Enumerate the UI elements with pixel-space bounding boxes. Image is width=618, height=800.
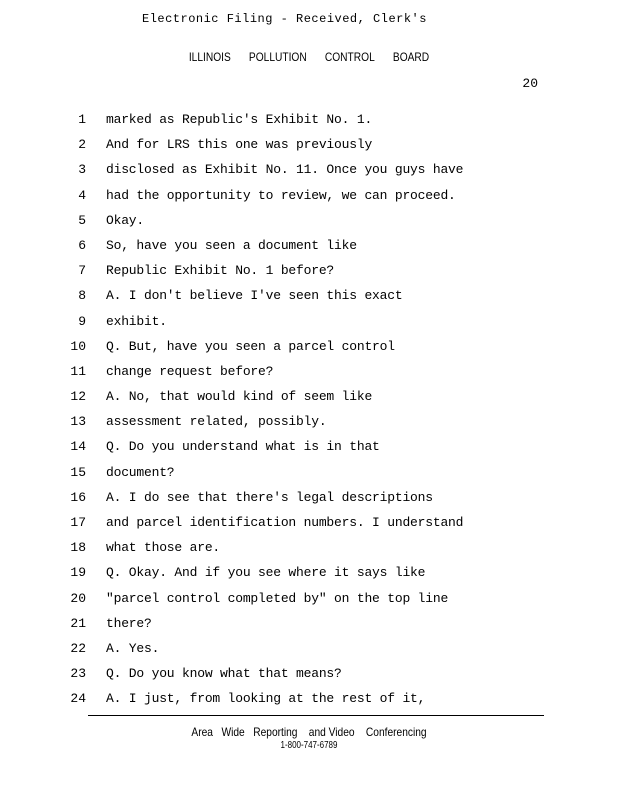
line-number: 22 [70, 640, 86, 656]
board-title-word: BOARD [392, 50, 430, 64]
line-number: 17 [70, 515, 86, 530]
line-text: there? [106, 615, 152, 631]
company-word: Conferencing [365, 725, 427, 739]
line-number: 4 [78, 187, 86, 203]
transcript-line [60, 691, 540, 716]
line-number: 11 [70, 363, 86, 379]
line-text: change request before? [106, 363, 274, 379]
company-word: Area [191, 725, 213, 739]
board-title [46, 50, 571, 64]
transcript-lines [60, 112, 540, 717]
transcript-line [60, 490, 540, 515]
board-title-word: ILLINOIS [188, 50, 231, 64]
line-text: Q. Do you understand what is in that [106, 439, 380, 455]
transcript-line [60, 339, 540, 364]
line-number: 16 [70, 489, 86, 505]
transcript-line [60, 591, 540, 616]
company-word: Reporting [253, 725, 298, 739]
line-number: 19 [70, 565, 86, 581]
line-number: 2 [78, 137, 86, 153]
transcript-line [60, 188, 540, 213]
line-text: Republic Exhibit No. 1 before? [106, 263, 335, 279]
line-text: Q. Okay. And if you see where it says like [106, 565, 426, 581]
company-word: Wide [221, 725, 245, 739]
transcript-line [60, 616, 540, 641]
line-text: So, have you seen a document like [106, 237, 357, 253]
transcript-line [60, 414, 540, 439]
line-number: 23 [70, 666, 86, 682]
line-number: 13 [70, 414, 86, 430]
transcript-line [60, 112, 540, 137]
transcript-line [60, 515, 540, 540]
footer-divider [88, 715, 544, 716]
line-text: Q. Do you know what that means? [106, 666, 342, 682]
line-text: A. I just, from looking at the rest of it, [106, 691, 426, 707]
line-text: had the opportunity to review, we can proceed. [106, 187, 456, 203]
board-title-word: CONTROL [324, 50, 375, 64]
line-number: 14 [70, 439, 86, 455]
line-number: 7 [78, 263, 86, 279]
line-number: 20 [70, 590, 86, 606]
transcript-line [60, 288, 540, 313]
footer [0, 725, 618, 753]
line-text: what those are. [106, 540, 221, 556]
line-number: 6 [78, 237, 86, 253]
line-number: 9 [78, 313, 86, 329]
transcript-line [60, 263, 540, 288]
line-number: 10 [70, 338, 86, 354]
line-text: assessment related, possibly. [106, 414, 327, 430]
line-text: document? [106, 464, 175, 480]
line-number: 5 [78, 212, 86, 228]
phone-number: 1-800-747-6789 [280, 740, 338, 751]
line-text: A. I don't believe I've seen this exact [106, 288, 403, 304]
transcript-line [60, 389, 540, 414]
filing-stamp: Electronic Filing - Received, Clerk's [142, 12, 427, 26]
transcript-line [60, 465, 540, 490]
line-text: Q. But, have you seen a parcel control [106, 338, 395, 354]
page-number: 20 [522, 76, 538, 91]
transcript-line [60, 314, 540, 339]
line-text: A. No, that would kind of seem like [106, 389, 373, 405]
transcript-line [60, 540, 540, 565]
board-title-word: POLLUTION [248, 50, 307, 64]
transcript-line [60, 162, 540, 187]
line-text: And for LRS this one was previously [106, 137, 373, 153]
line-text: Okay. [106, 212, 145, 228]
line-number: 18 [70, 540, 86, 556]
line-number: 15 [70, 464, 86, 480]
transcript-line [60, 213, 540, 238]
line-number: 24 [70, 691, 86, 707]
line-text: marked as Republic's Exhibit No. 1. [106, 112, 373, 127]
line-number: 12 [70, 389, 86, 405]
line-text: and parcel identification numbers. I understand [106, 515, 464, 530]
transcript-line [60, 565, 540, 590]
transcript-line [60, 137, 540, 162]
transcript-line [60, 238, 540, 263]
company-word: and Video [308, 725, 355, 739]
line-text: disclosed as Exhibit No. 11. Once you guys have [106, 162, 464, 178]
reporting-company [46, 725, 571, 739]
line-text: exhibit. [106, 313, 167, 329]
line-text: A. Yes. [106, 640, 160, 656]
line-text: A. I do see that there's legal descriptions [106, 489, 433, 505]
transcript-line [60, 364, 540, 389]
line-text: "parcel control completed by" on the top line [106, 590, 449, 606]
line-number: 1 [78, 112, 86, 127]
line-number: 21 [70, 615, 86, 631]
transcript-line [60, 641, 540, 666]
transcript-line [60, 666, 540, 691]
line-number: 8 [78, 288, 86, 304]
line-number: 3 [78, 162, 86, 178]
transcript-line [60, 439, 540, 464]
